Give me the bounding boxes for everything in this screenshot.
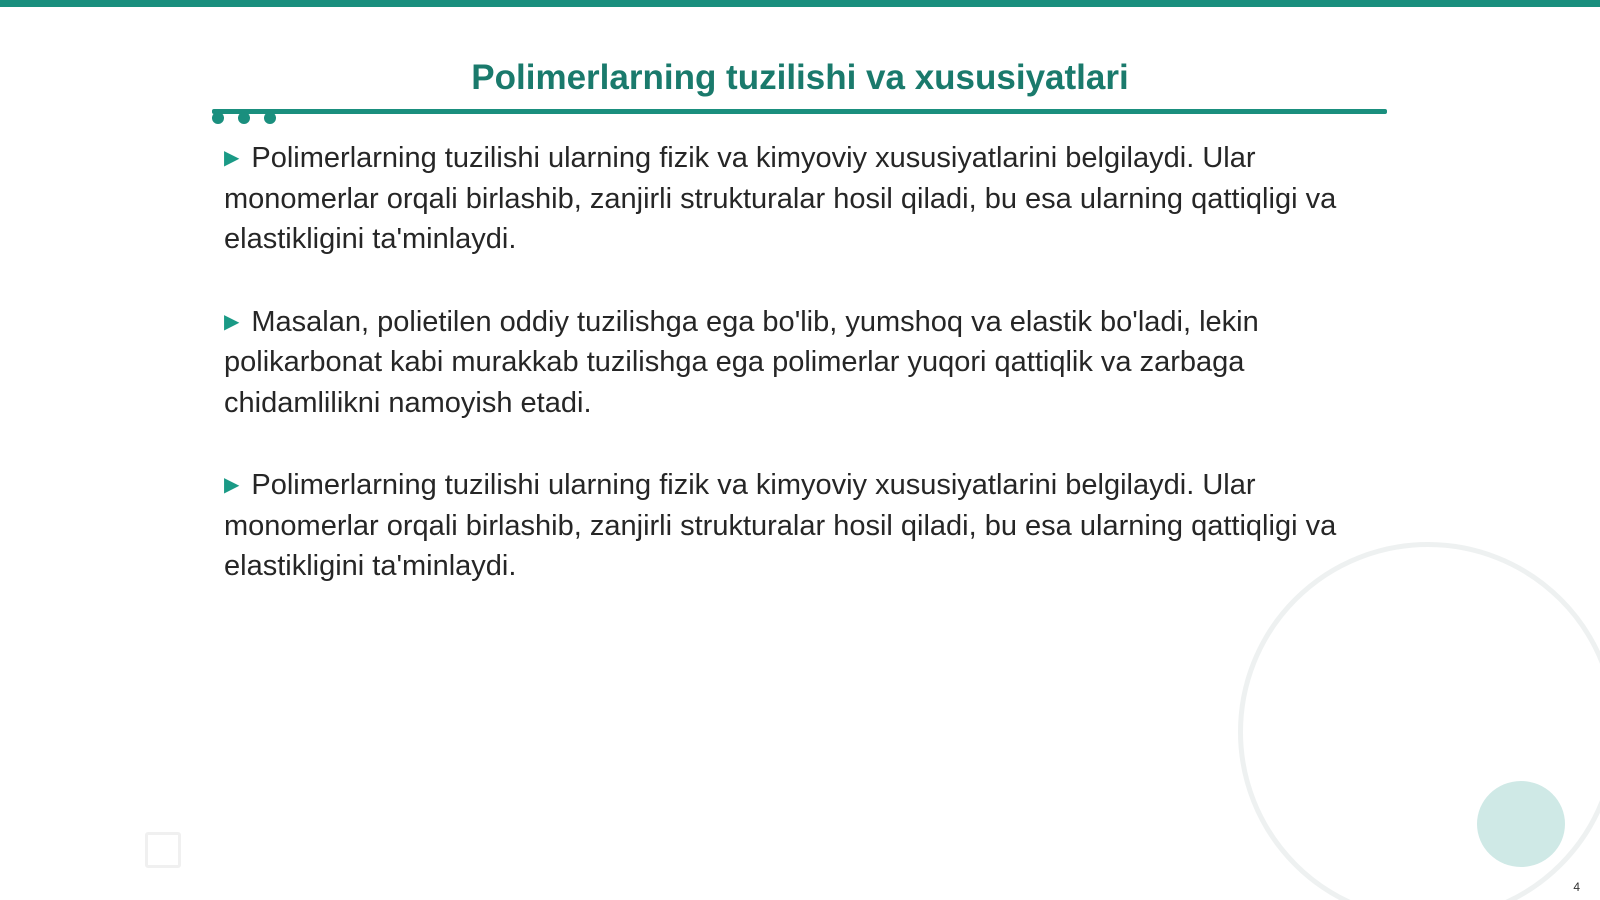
bullet-item <box>224 465 1344 587</box>
top-accent-bar <box>0 0 1600 7</box>
decor-dot <box>238 112 250 124</box>
decor-dot <box>212 112 224 124</box>
triangle-bullet-icon: ▶ <box>224 310 240 333</box>
bullet-text: Polimerlarning tuzilishi ularning fizik va kimyoviy xususiyatlarini belgilaydi. Ular monomerlar orqali birlashib, zanjirli strukturalar hosil qiladi, bu esa ularning qattiqligi va elastikligini ta'minlaydi. <box>224 469 1337 582</box>
decorative-square <box>145 832 181 868</box>
bullet-text: Masalan, polietilen oddiy tuzilishga ega bo'lib, yumshoq va elastik bo'ladi, lekin polikarbonat kabi murakkab tuzilishga ega polimerlar yuqori qattiqlik va zarbaga chidamlilikni namoyish etadi. <box>224 305 1259 419</box>
decorative-disc <box>1477 781 1565 867</box>
bullet-item <box>224 302 1344 424</box>
slide-title: Polimerlarning tuzilishi va xususiyatlari <box>471 58 1129 97</box>
bullet-text: Polimerlarning tuzilishi ularning fizik va kimyoviy xususiyatlarini belgilaydi. Ular monomerlar orqali birlashib, zanjirli strukturalar hosil qiladi, bu esa ularning qattiqligi va elastikligini ta'minlaydi. <box>224 142 1337 255</box>
triangle-bullet-icon: ▶ <box>224 474 240 496</box>
page-number: 4 <box>1573 880 1580 894</box>
triangle-bullet-icon: ▶ <box>224 147 240 169</box>
bullet-list <box>224 138 1344 629</box>
title-underline <box>212 109 1387 114</box>
bullet-item <box>224 138 1344 260</box>
decor-dot <box>264 112 276 124</box>
